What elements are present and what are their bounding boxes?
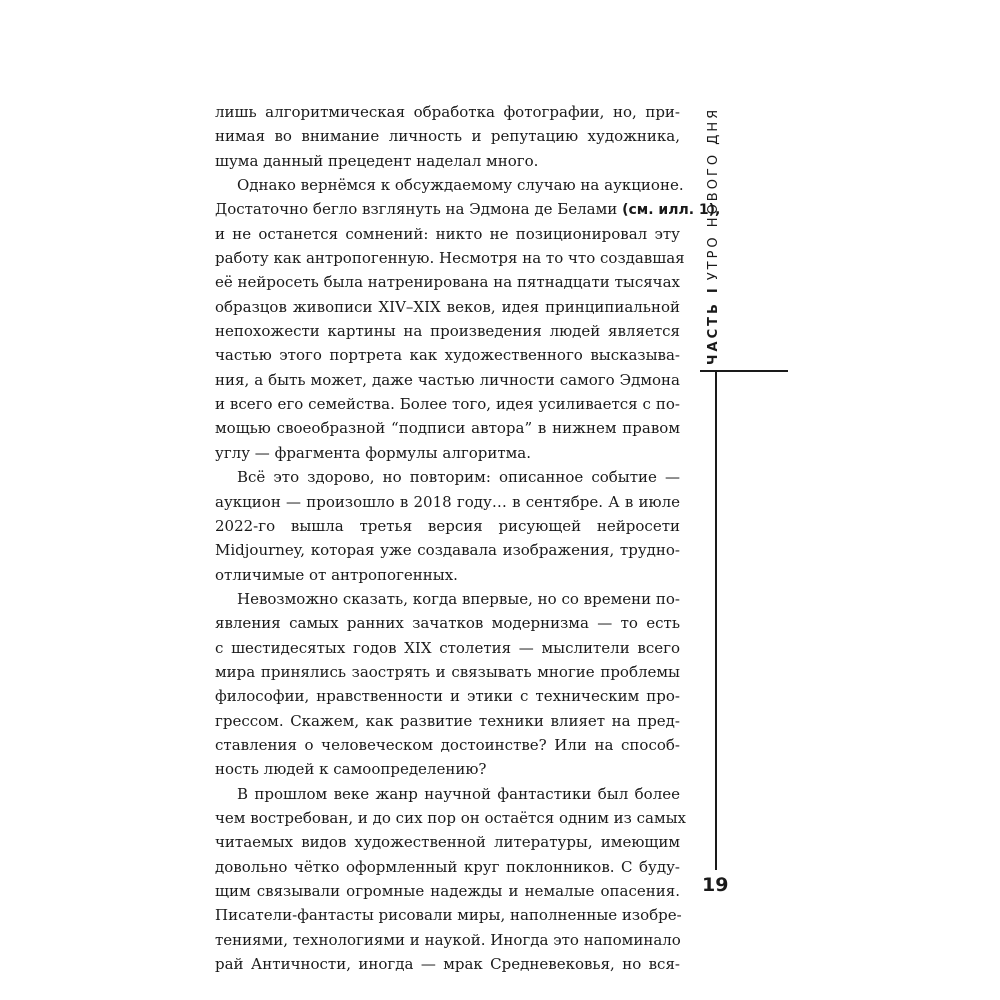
text-line: лишь алгоритмическая обработка фотографии, но, при- <box>215 103 680 121</box>
text-line: и не останется сомнений: никто не позиционировал эту <box>215 224 680 243</box>
horizontal-rule <box>700 370 788 372</box>
text-line: шума данный прецедент наделал много. <box>215 151 539 170</box>
running-head <box>703 95 725 365</box>
text-line: работу как антропогенную. Несмотря на то что создавшая <box>215 249 685 268</box>
text-line: Всё это здорово, но повторим: описанное событие — <box>237 468 680 487</box>
vertical-rule <box>715 370 717 870</box>
text-line: образцов живописи XIV–XIX веков, идея принципиальной <box>215 297 680 316</box>
text-line: Однако вернёмся к обсуждаемому случаю на аукционе. <box>237 176 684 195</box>
text-line: философии, нравственности и этики с техническим про- <box>215 687 680 706</box>
part-title: УТРО НОВОГО ДНЯ <box>706 106 721 281</box>
text-line: 2022-го вышла третья версия рисующей нейросети <box>215 516 680 535</box>
part-number: I <box>706 288 721 294</box>
text-line: нимая во внимание личность и репутацию художника, <box>215 127 680 146</box>
text-line: непохожести картины на произведения людей является <box>215 322 680 341</box>
text-line: и всего его семейства. Более того, идея усиливается с по- <box>215 395 680 414</box>
text-line <box>215 197 721 221</box>
text-line: отличимые от антропогенных. <box>215 565 458 584</box>
text-line: щим связывали огромные надежды и немалые опасения. <box>215 882 680 900</box>
text-line: чем востребован, и до сих пор он остаётся одним из самых <box>215 808 687 827</box>
text-line: Невозможно сказать, когда впервые, но со времени по- <box>237 589 681 608</box>
part-label: ЧАСТЬ <box>706 301 721 365</box>
text-line: явления самых ранних зачатков модернизма — то есть <box>215 614 680 633</box>
text-line: ния, а быть может, даже частью личности самого Эдмона <box>215 370 680 389</box>
text-line: с шестидесятых годов XIX столетия — мыслители всего <box>215 638 680 657</box>
text-line: мощью своеобразной “подписи автора” в нижнем правом <box>215 419 680 438</box>
text-line: углу — фрагмента формулы алгоритма. <box>215 443 532 462</box>
page-number: 19 <box>702 874 729 896</box>
text-line: читаемых видов художественной литературы, имеющим <box>215 833 680 852</box>
text-line: Midjourney, которая уже создавала изображения, трудно- <box>215 541 680 560</box>
text-line: ность людей к самоопределению? <box>215 760 487 779</box>
text-line: тениями, технологиями и наукой. Иногда это напоминало <box>215 930 681 949</box>
text-line: аукцион — произошло в 2018 году… в сентябре. А в июле <box>215 492 680 511</box>
text-line: частью этого портрета как художественного высказыва- <box>215 346 680 365</box>
text-line: её нейросеть была натренирована на пятнадцати тысячах <box>215 273 680 292</box>
text-fragment: Достаточно бегло взглянуть на Эдмона де Белами <box>215 200 618 219</box>
text-line: ставления о человеческом достоинстве? Или на способ- <box>215 735 680 754</box>
running-head-text <box>703 95 725 365</box>
text-line: рай Античности, иногда — мрак Средневековья, но вся- <box>215 955 680 974</box>
illustration-reference: (см. илл. 1), <box>622 202 721 219</box>
text-line: грессом. Скажем, как развитие техники влияет на пред- <box>215 711 680 730</box>
text-line: довольно чётко оформленный круг поклонников. С буду- <box>215 857 680 876</box>
text-line: В прошлом веке жанр научной фантастики был более <box>237 784 680 803</box>
text-line: мира принялись заострять и связывать многие проблемы <box>215 662 680 681</box>
text-line: Писатели-фантасты рисовали миры, наполненные изобре- <box>215 906 682 925</box>
